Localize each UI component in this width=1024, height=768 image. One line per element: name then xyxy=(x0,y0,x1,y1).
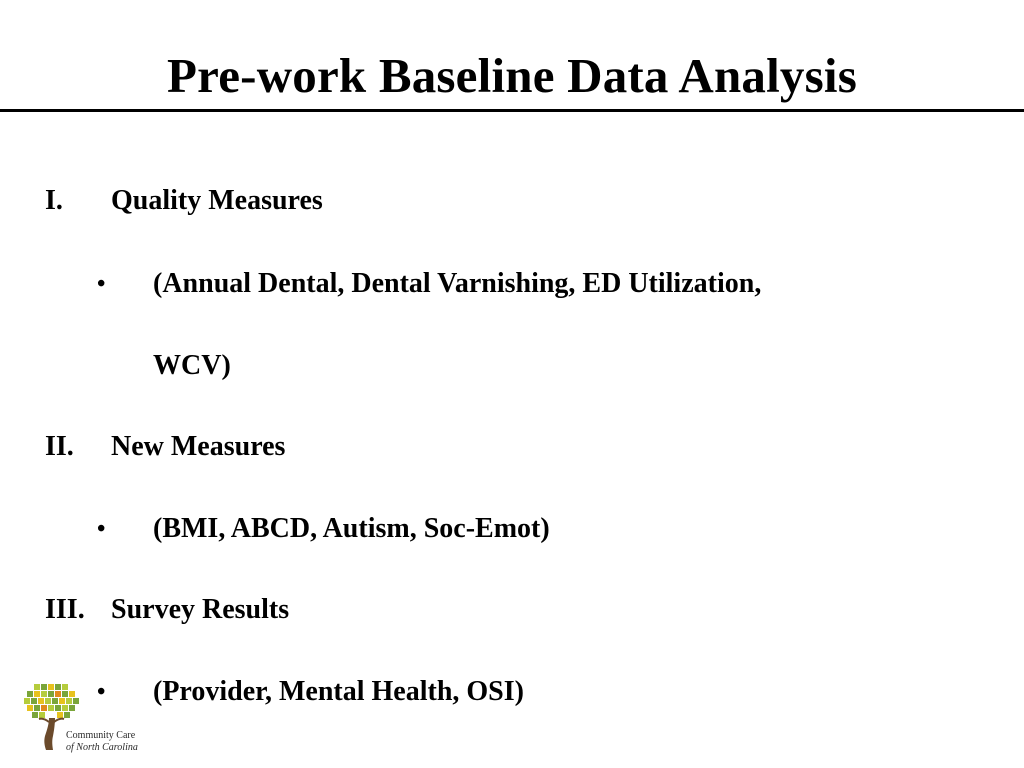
bullet-text-continued: WCV) xyxy=(153,350,231,381)
section-heading: Quality Measures xyxy=(111,185,323,216)
bullet-quality-measures-continued xyxy=(0,348,1024,384)
bullet-icon: • xyxy=(97,271,106,297)
bullet-quality-measures xyxy=(0,266,1024,302)
section-heading: New Measures xyxy=(111,431,286,462)
title-divider xyxy=(0,109,1024,112)
community-care-logo xyxy=(22,684,162,754)
bullet-new-measures xyxy=(0,511,1024,547)
section-heading: Survey Results xyxy=(111,594,290,625)
section-quality-measures xyxy=(0,183,1024,219)
section-numeral: II. xyxy=(45,431,74,462)
bullet-icon: • xyxy=(97,679,106,705)
logo-text-line2: of North Carolina xyxy=(66,742,138,753)
bullet-text: (Provider, Mental Health, OSI) xyxy=(153,676,524,707)
section-numeral: I. xyxy=(45,185,63,216)
tree-trunk-icon xyxy=(44,718,55,750)
bullet-text: (BMI, ABCD, Autism, Soc-Emot) xyxy=(153,513,550,544)
bullet-text: (Annual Dental, Dental Varnishing, ED Utilization, xyxy=(153,268,762,299)
slide-title: Pre-work Baseline Data Analysis xyxy=(167,48,857,103)
section-survey-results xyxy=(0,592,1024,628)
logo-text-line1: Community Care xyxy=(66,730,136,741)
tree-canopy-icon xyxy=(24,684,79,718)
section-new-measures xyxy=(0,429,1024,465)
section-numeral: III. xyxy=(45,594,85,625)
bullet-icon: • xyxy=(97,516,106,542)
